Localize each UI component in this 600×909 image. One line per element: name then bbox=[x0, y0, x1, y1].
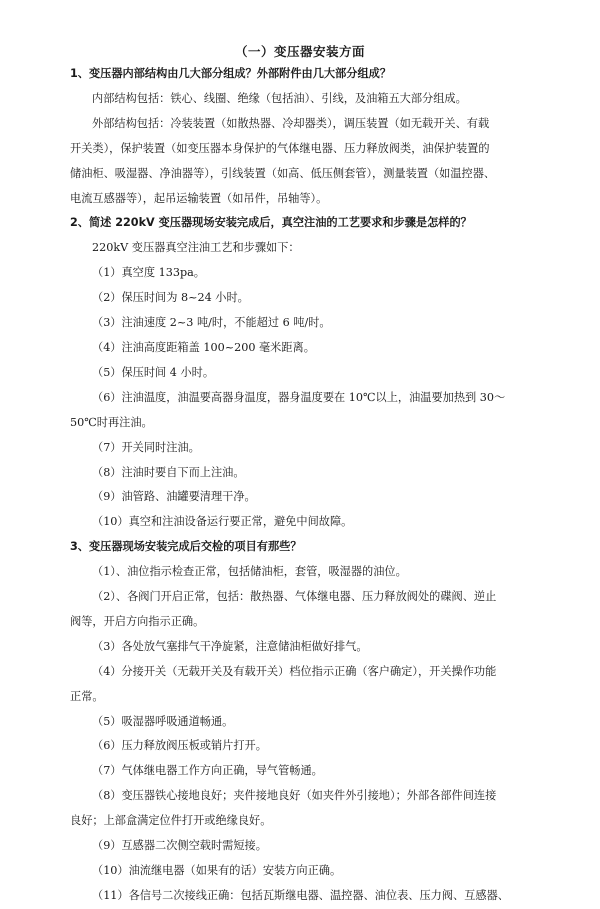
q3-line-10: （8）变压器铁心接地良好；夹件接地良好（如夹件外引接地）；外部各部件间连接 bbox=[92, 789, 497, 803]
q1-line-1: 内部结构包括：铁心、线圈、绝缘（包括油）、引线，及油箱五大部分组成。 bbox=[92, 91, 467, 105]
question-1: 1、变压器内部结构由几大部分组成？外部附件由几大部分组成？ bbox=[70, 67, 392, 80]
section-title: （一）变压器安装方面 bbox=[234, 44, 365, 59]
q2-line-6: （5）保压时间 4 小时。 bbox=[92, 365, 215, 379]
q3-line-2: （2）、各阀门开启正常，包括：散热器、气体继电器、压力释放阀处的碟阀、逆止 bbox=[92, 590, 497, 604]
question-3: 3、变压器现场安装完成后交检的项目有那些？ bbox=[70, 540, 302, 554]
q2-line-10: （8）注油时要自下而上注油。 bbox=[92, 465, 245, 479]
q1-line-2: 外部结构包括：冷装装置（如散热器、冷却器类），调压装置（如无载开关、有载 bbox=[92, 116, 490, 130]
q2-line-11: （9）油管路、油罐要清理干净。 bbox=[92, 490, 256, 504]
q3-line-3: 阀等，开启方向指示正确。 bbox=[70, 614, 205, 628]
q2-line-7: （6）注油温度，油温要高器身温度，器身温度要在 10℃以上，油温要加热到 30～ bbox=[92, 390, 506, 404]
q2-line-8: 50℃时再注油。 bbox=[70, 415, 153, 429]
q3-line-11: 良好；上部盒满定位件打开或绝缘良好。 bbox=[70, 814, 272, 828]
q2-line-2: （1）真空度 133pa。 bbox=[92, 266, 205, 280]
q1-line-3: 开关类），保护装置（如变压器本身保护的气体继电器、压力释放阀类，油保护装置的 bbox=[70, 141, 490, 155]
q1-line-5: 电流互感器等），起吊运输装置（如吊件，吊轴等）。 bbox=[70, 191, 328, 205]
q2-line-12: （10）真空和注油设备运行要正常，避免中间故障。 bbox=[92, 515, 353, 529]
q1-line-4: 储油柜、吸湿器、净油器等），引线装置（如高、低压侧套管），测量装置（如温控器、 bbox=[70, 166, 496, 180]
q3-line-8: （6）压力释放阀压板或销片打开。 bbox=[92, 739, 267, 753]
question-2: 2、简述 220kV 变压器现场安装完成后，真空注油的工艺要求和步骤是怎样的？ bbox=[70, 216, 472, 230]
q2-line-1: 220kV 变压器真空注油工艺和步骤如下： bbox=[92, 241, 300, 255]
q3-line-1: （1）、油位指示检查正常，包括储油柜，套管，吸湿器的油位。 bbox=[92, 565, 407, 579]
document-body bbox=[70, 62, 540, 909]
q3-line-12: （9）互感器二次侧空载时需短接。 bbox=[92, 839, 267, 853]
q3-line-9: （7）气体继电器工作方向正确，导气管畅通。 bbox=[92, 764, 323, 778]
q2-line-9: （7）开关同时注油。 bbox=[92, 440, 200, 454]
q2-line-3: （2）保压时间为 8~24 小时。 bbox=[92, 291, 249, 305]
q3-line-4: （3）各处放气塞排气干净旋紧，注意储油柜做好排气。 bbox=[92, 639, 368, 653]
q3-line-5: （4）分接开关（无载开关及有载开关）档位指示正确（客户确定），开关操作功能 bbox=[92, 664, 497, 678]
q3-line-14: （11）各信号二次接线正确：包括瓦斯继电器、温控器、油位表、压力阀、互感器、 bbox=[92, 888, 509, 902]
q3-line-6: 正常。 bbox=[70, 689, 104, 703]
q3-line-13: （10）油流继电器（如果有的话）安装方向正确。 bbox=[92, 864, 342, 877]
q3-line-7: （5）吸湿器呼吸通道畅通。 bbox=[92, 714, 234, 728]
q2-line-4: （3）注油速度 2~3 吨/时，不能超过 6 吨/时。 bbox=[92, 316, 331, 330]
q2-line-5: （4）注油高度距箱盖 100~200 毫米距离。 bbox=[92, 340, 315, 354]
